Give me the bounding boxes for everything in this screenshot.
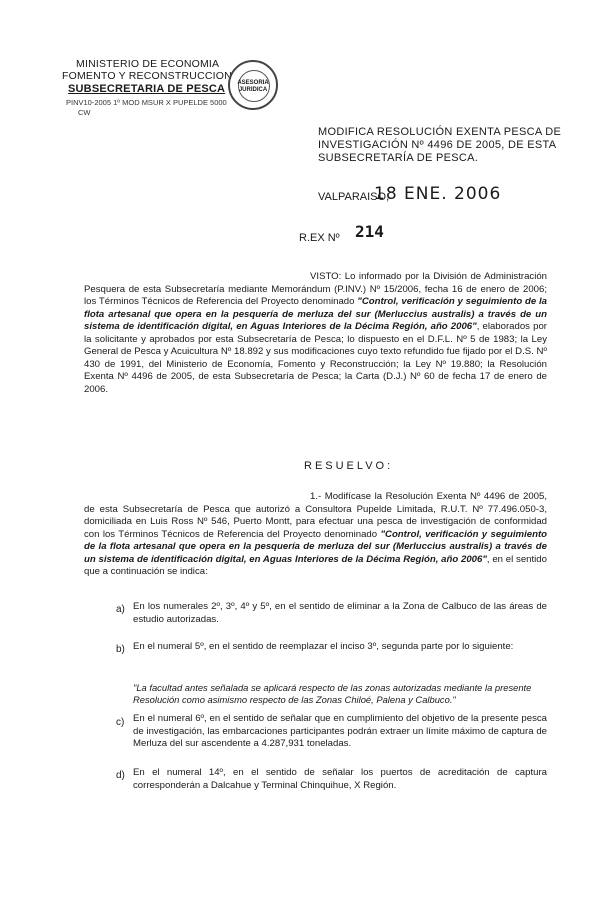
sub-item-b-label: b) [116, 644, 125, 655]
place-label: VALPARAISO, [318, 191, 390, 203]
resuelvo-heading: RESUELVO: [304, 460, 394, 472]
reference-code: PINV10-2005 1º MOD MSUR X PUPELDE 5000 [66, 98, 227, 107]
title-line-2: INVESTIGACIÓN Nº 4496 DE 2005, DE ESTA [318, 139, 557, 151]
seal-stamp [228, 60, 278, 110]
sub-item-c-label: c) [116, 717, 125, 728]
resolution-number-label: R.EX Nº [299, 232, 340, 244]
resolution-number: 214 [355, 222, 384, 241]
ministry-line-2: FOMENTO Y RECONSTRUCCION [62, 70, 232, 82]
sub-item-a-label: a) [116, 604, 125, 615]
item-1-tail: , en el sentido que a continuación se indica: [84, 553, 547, 577]
ministry-line-1: MINISTERIO DE ECONOMIA [76, 58, 220, 70]
visto-text-2: , elaborados por la solicitante y aprobados por esta Subsecretaría de Pesca; lo dispuesto en el D.F.L. Nº 5 de 1983; la Ley General de Pesca y Acuicultura Nº 18.892 y sus modificaciones cuyo texto refundido fue fijado por el D.S. Nº 430 de 1991, del Ministerio de Economía, Fomento y Reconstrucción; la Ley Nº 19.880; la Resolución Exenta Nº 4496 de 2005, de esta Subsecretaría de Pesca; la Carta (D.J.) Nº 60 de fecha 17 de enero de 2006. [84, 321, 547, 395]
resolution-date: 18 ENE. 2006 [374, 184, 502, 204]
visto-project-title: "Control, verificación y seguimiento de la flota artesanal que opera en la pesquería de merluza del sur (Merluccius australis) a través de un sistema de identificación digital, en Aguas Interiores de la Décima Región, año 2006" [84, 296, 547, 332]
resuelvo-item-1 [84, 491, 547, 579]
title-line-3: SUBSECRETARÍA DE PESCA. [318, 152, 479, 164]
sub-item-d-text: En el numeral 14º, en el sentido de señalar los puertos de acreditación de captura corresponderán a Dalcahue y Terminal Chinquihue, X Región. [133, 767, 547, 791]
visto-paragraph [84, 271, 547, 396]
sub-item-d-label: d) [116, 770, 125, 781]
sub-item-b-quote: "La facultad antes señalada se aplicará respecto de las zonas autorizadas mediante la presente Resolución como asimismo respecto de las Zonas Chiloé, Palena y Calbuco." [133, 682, 532, 705]
item-1-text: 2005, de esta Subsecretaría de Pesca que autorizó a Consultora Pupelde Limitada, R.U.T. Nº 77.496.050-3, domiciliada en Luis Ross Nº 546, Puerto Montt, para efectuar una pesca de investigación de conformidad con los Términos Técnicos de Referencia del Proyecto denominado [84, 491, 547, 540]
seal-label: ASESORIA JURIDICA [237, 80, 269, 93]
item-1-start: 1.- Modifícase la Resolución Exenta Nº 4496 de [310, 491, 520, 502]
sub-item-a-text: En los numerales 2º, 3º, 4º y 5º, en el sentido de eliminar a la Zona de Calbuco de las áreas de estudio autorizadas. [133, 601, 547, 625]
subsecretaria-label: SUBSECRETARIA DE PESCA [68, 83, 226, 95]
sub-item-b-text: En el numeral 5º, en el sentido de reemplazar el inciso 3º, segunda parte por lo siguiente: [133, 641, 514, 652]
sub-item-c-text: En el numeral 6º, en el sentido de señalar que en cumplimiento del objetivo de la presente pesca de investigación, las embarcaciones participantes podrán extraer un límite máximo de captura de Merluza del sur ascendente a 4.287,931 toneladas. [133, 713, 547, 749]
visto-text-1: Lo informado por la División de Administración Pesquera de esta Subsecretaría mediante Memorándum (P.INV.) Nº 15/2006, fecha 16 de enero de 2006; los Términos Técnicos de Referencia del Proyecto denominado [84, 271, 548, 307]
item-1-project-title: "Control, verificación y seguimiento de la flota artesanal que opera en la pesquería de merluza del sur (Merluccius australis) a través de un sistema de identificación digital, en Aguas Interiores de la Décima Región, año 2006" [84, 528, 547, 565]
visto-label: VISTO: [310, 271, 342, 282]
reference-initials: CW [78, 108, 91, 117]
title-line-1: MODIFICA RESOLUCIÓN EXENTA PESCA DE [318, 126, 562, 138]
